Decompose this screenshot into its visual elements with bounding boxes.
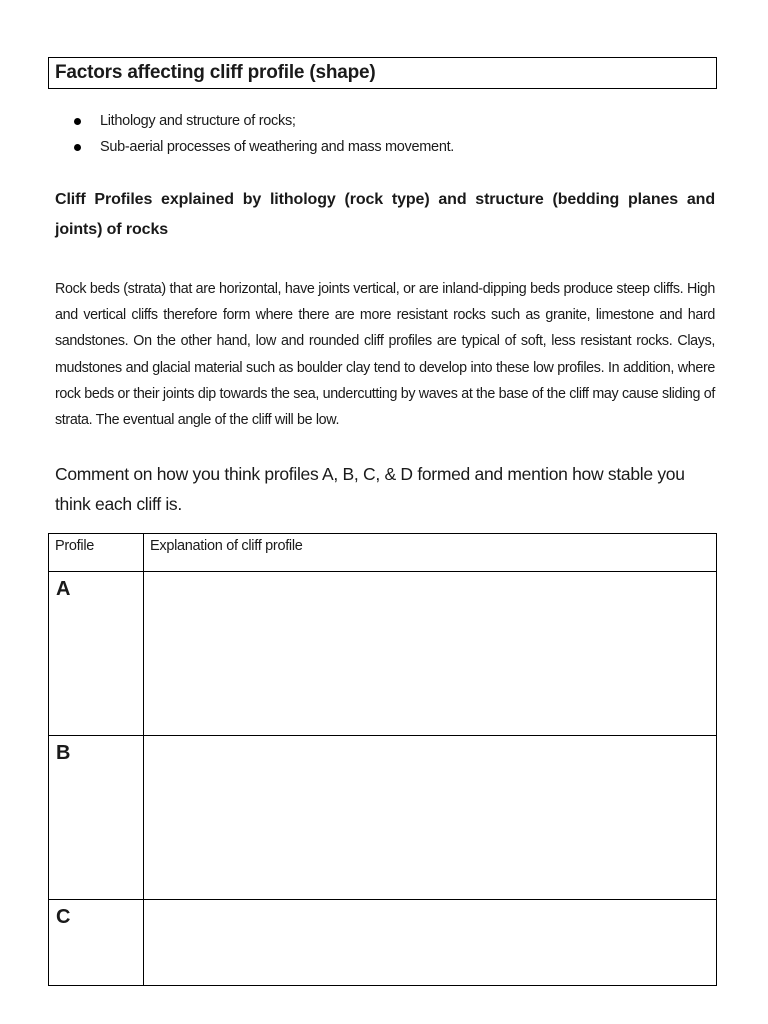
body-paragraph: Rock beds (strata) that are horizontal, have joints vertical, or are inland-dipping beds produce steep cliffs. High and vertical cliffs therefore form where there are more resistant rocks such as granite, limestone and hard sandstones. On the other hand, low and rounded cliff profiles are typical of soft, less resistant rocks. Clays, mudstones and glacial material such as boulder clay tend to develop into these low profiles. In addition, where rock beds or their joints dip towards the sea, undercutting by waves at the base of the cliff may cause sliding of strata. The eventual angle of the cliff will be low. xyxy=(55,281,715,429)
bullet-icon xyxy=(74,144,81,151)
table-header-row xyxy=(49,534,717,572)
bullet-icon xyxy=(74,118,81,125)
explanation-cell[interactable] xyxy=(144,900,717,986)
page-title: Factors affecting cliff profile (shape) xyxy=(48,57,717,89)
explanation-cell[interactable] xyxy=(144,572,717,736)
profile-label: A xyxy=(49,572,144,736)
table-row xyxy=(49,736,717,900)
question-prompt: Comment on how you think profiles A, B, C, & D formed and mention how stable you think each cliff is. xyxy=(55,464,685,514)
list-item-text: Sub-aerial processes of weathering and mass movement. xyxy=(100,139,455,155)
factor-list xyxy=(74,108,454,160)
explanation-cell[interactable] xyxy=(144,736,717,900)
list-item-text: Lithology and structure of rocks; xyxy=(100,113,296,129)
profile-label: B xyxy=(49,736,144,900)
list-item xyxy=(74,108,454,134)
table-header-profile: Profile xyxy=(49,534,144,572)
section-heading: Cliff Profiles explained by lithology (rock type) and structure (bedding planes and joints) of rocks xyxy=(55,191,715,238)
profile-table xyxy=(48,533,717,986)
table-row xyxy=(49,572,717,736)
table-row xyxy=(49,900,717,986)
list-item xyxy=(74,134,454,160)
table-header-explanation: Explanation of cliff profile xyxy=(144,534,717,572)
profile-label: C xyxy=(49,900,144,986)
